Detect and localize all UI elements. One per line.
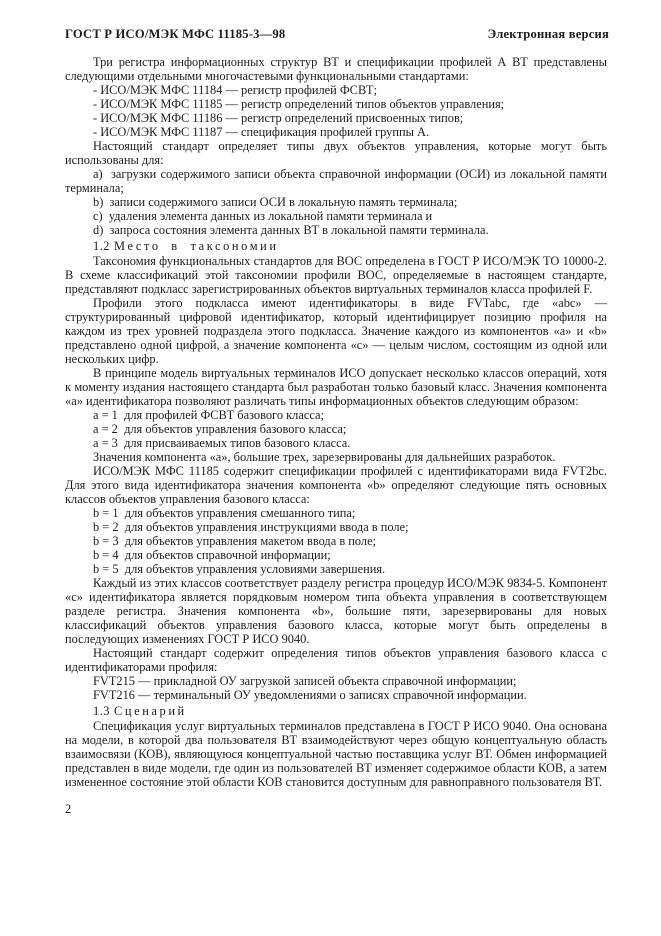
paragraph: Три регистра информационных структур ВТ и спецификации профилей А ВТ представлены следующими отдельными многочастевыми функциональными стандартами: xyxy=(65,55,607,83)
section-number: 1.2 xyxy=(93,239,110,253)
paragraph: d) запроса состояния элемента данных ВТ в локальной памяти терминала. xyxy=(93,223,489,237)
paragraph: В принципе модель виртуальных терминалов ИСО допускает несколько классов операций, хотя к моменту издания настоящего стандарта был разработан только базовый класс. Значения компонента «а» идентификатора позволяют различать типы информационных объектов следующим образом: xyxy=(65,366,607,408)
paragraph: FVT215 — прикладной ОУ загрузкой записей объекта справочной информации; xyxy=(93,674,517,688)
paragraph: a = 3 для присваиваемых типов базового класса. xyxy=(93,436,351,450)
section-title: Место в таксономии xyxy=(114,239,279,253)
page-number: 2 xyxy=(65,802,72,816)
paragraph: Таксономия функциональных стандартов для ВОС определена в ГОСТ Р ИСО/МЭК ТО 10000-2. В схеме классификаций этой таксономии профили ВОС, определяемые в настоящем стандарте, представляют подкласс зарегистрированных объектов виртуальных терминалов класса профилей F. xyxy=(65,254,607,296)
paragraph: a = 2 для объектов управления базового класса; xyxy=(93,422,347,436)
paragraph: Значения компонента «а», большие трех, зарезервированы для дальнейших разработок. xyxy=(93,450,556,464)
paragraph: a = 1 для профилей ФСВТ базового класса; xyxy=(93,408,324,422)
paragraph: b) записи содержимого записи ОСИ в локальную память терминала; xyxy=(93,195,458,209)
section-heading xyxy=(65,704,607,718)
paragraph: FVT216 — терминальный ОУ уведомлениями о записях справочной информации. xyxy=(93,688,527,702)
paragraph: Спецификация услуг виртуальных терминалов представлена в ГОСТ Р ИСО 9040. Она основана на модели, в которой два пользователя ВТ взаимодействуют через общую концептуальную область взаимосвязи (КОВ), являющуюся концептуальной частью поставщика услуг ВТ. Обмен информацией представлен в виде модели, где один из пользователей ВТ изменяет содержимое области КОВ, а затем измененное состояние этой области КОВ становится доступным для равноправного пользователя ВТ. xyxy=(65,719,607,789)
paragraph: - ИСО/МЭК МФС 11187 — спецификация профилей группы А. xyxy=(93,125,430,139)
paragraph: Настоящий стандарт содержит определения типов объектов управления базового класса с идентификаторами профиля: xyxy=(65,646,607,674)
paragraph: Каждый из этих классов соответствует разделу регистра процедур ИСО/МЭК 9834-5. Компонент «с» идентификатора является порядковым номером типа объекта управления в соответствующем разделе регистра. Значения компонента «b», большие пяти, зарезервированы для новых классификаций объектов управления базового класса, которые могут быть определены в последующих изменениях ГОСТ Р ИСО 9040. xyxy=(65,576,607,646)
paragraph: b = 3 для объектов управления макетом ввода в поле; xyxy=(93,534,377,548)
document-body xyxy=(65,55,607,789)
document-header xyxy=(65,27,609,42)
paragraph: a) загрузки содержимого записи объекта справочной информации (ОСИ) из локальной памяти терминала; xyxy=(65,167,607,195)
section-heading xyxy=(65,239,607,253)
section-title: Сценарий xyxy=(114,704,187,718)
paragraph: b = 5 для объектов управления условиями завершения. xyxy=(93,562,386,576)
paragraph: - ИСО/МЭК МФС 11186 — регистр определений присвоенных типов; xyxy=(93,111,464,125)
paragraph: Профили этого подкласса имеют идентификаторы в виде FVTabc, где «abc» — структурированный цифровой идентификатор, который идентифицирует позицию профиля на каждом из трех уровней подраздела этого подкласса. Значение каждого из компонентов «а» и «b» представлено одной цифрой, а значение компонента «с» — целым числом, состоящим из одной или нескольких цифр. xyxy=(65,296,607,366)
paragraph: c) удаления элемента данных из локальной памяти терминала и xyxy=(93,209,433,223)
document-title: ГОСТ Р ИСО/МЭК МФС 11185-3—98 xyxy=(65,27,286,41)
paragraph: ИСО/МЭК МФС 11185 содержит спецификации профилей с идентификаторами вида FVT2bc. Для этого вида идентификатора значения компонента «b» определяют следующие пять основных классов объектов управления базового класса: xyxy=(65,464,607,506)
paragraph: - ИСО/МЭК МФС 11184 — регистр профилей ФСВТ; xyxy=(93,83,378,97)
document-edition-label: Электронная версия xyxy=(487,27,609,41)
paragraph: b = 1 для объектов управления смешанного типа; xyxy=(93,506,356,520)
paragraph: b = 4 для объектов справочной информации; xyxy=(93,548,331,562)
section-number: 1.3 xyxy=(93,704,110,718)
paragraph: b = 2 для объектов управления инструкциями ввода в поле; xyxy=(93,520,409,534)
paragraph: - ИСО/МЭК МФС 11185 — регистр определений типов объектов управления; xyxy=(93,97,505,111)
paragraph: Настоящий стандарт определяет типы двух объектов управления, которые могут быть использованы для: xyxy=(65,139,607,167)
